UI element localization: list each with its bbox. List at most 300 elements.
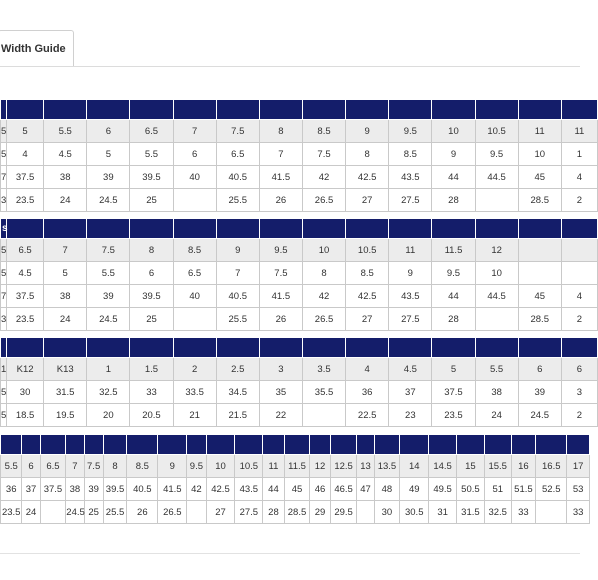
table-cell: 6.5: [40, 455, 66, 478]
header-cell: [216, 338, 259, 358]
table-cell: 8.5: [389, 143, 432, 166]
table-cell: 42.5: [206, 478, 235, 501]
table-cell: 39: [87, 285, 130, 308]
header-cell: [259, 100, 302, 120]
table-cell: 10: [302, 239, 345, 262]
table-cell: 33.5: [173, 381, 216, 404]
table-row: [1, 189, 598, 212]
table-cell: [536, 501, 567, 524]
table-cell: 42: [187, 478, 206, 501]
table-cell: 6.5: [7, 239, 44, 262]
header-cell: [457, 435, 485, 455]
table-cell: 43.5: [389, 166, 432, 189]
table-cell: 26: [259, 308, 302, 331]
table-cell: 33: [567, 501, 590, 524]
table-cell: 36: [346, 381, 389, 404]
table-cell: 44: [432, 285, 475, 308]
table-cell: 8: [130, 239, 173, 262]
table-cell: 7: [216, 262, 259, 285]
table-cell: 10.5: [475, 120, 518, 143]
table-cell: 40: [173, 285, 216, 308]
table-cell: 9.5: [187, 455, 206, 478]
header-cell: [567, 435, 590, 455]
table-cell: 5: [1, 143, 7, 166]
table-cell: 27: [346, 308, 389, 331]
table-cell: 26.5: [302, 308, 345, 331]
table-cell: 38: [66, 478, 84, 501]
table-cell: 28.5: [284, 501, 310, 524]
table-cell: 27.5: [389, 189, 432, 212]
header-cell: [346, 219, 389, 239]
header-cell: [511, 435, 536, 455]
table-cell: 30.5: [400, 501, 429, 524]
table-cell: 52.5: [536, 478, 567, 501]
header-cell: [432, 338, 475, 358]
header-cell: [173, 338, 216, 358]
table-cell: 6.5: [130, 120, 173, 143]
table-cell: 8: [302, 262, 345, 285]
table-cell: 39: [518, 381, 561, 404]
table-cell: 23.5: [432, 404, 475, 427]
table-cell: 7.5: [259, 262, 302, 285]
table-cell: 35.5: [302, 381, 345, 404]
table-cell: 16: [511, 455, 536, 478]
header-cell: [206, 435, 235, 455]
header-cell: [484, 435, 511, 455]
table-row: [1, 381, 598, 404]
table-cell: 25.5: [216, 308, 259, 331]
table-cell: 50.5: [457, 478, 485, 501]
header-cell: [357, 435, 374, 455]
header-cell: [389, 338, 432, 358]
header-cell: [374, 435, 400, 455]
table-cell: 6: [173, 143, 216, 166]
table-cell: 53: [567, 478, 590, 501]
table-cell: 8.5: [346, 262, 389, 285]
table-cell: 15.5: [484, 455, 511, 478]
header-cell: [536, 435, 567, 455]
header-cell: [87, 100, 130, 120]
table-cell: 7: [259, 143, 302, 166]
table-cell: 46: [310, 478, 330, 501]
table-cell: 27.5: [235, 501, 263, 524]
table-cell: 7: [1, 166, 7, 189]
table-cell: [475, 308, 518, 331]
header-cell: [400, 435, 429, 455]
table-cell: [561, 262, 597, 285]
table-cell: 28: [263, 501, 284, 524]
table-cell: 45: [284, 478, 310, 501]
size-table-2: [0, 218, 598, 331]
table-cell: 5.5: [44, 120, 87, 143]
table-cell: 8.5: [173, 239, 216, 262]
table-cell: 12: [310, 455, 330, 478]
table-header-row: [1, 435, 590, 455]
table-cell: 6: [561, 358, 597, 381]
header-cell: [22, 435, 40, 455]
table-cell: 4.5: [389, 358, 432, 381]
table-cell: 4.5: [44, 143, 87, 166]
table-cell: 7: [173, 120, 216, 143]
table-cell: 31.5: [457, 501, 485, 524]
header-cell: [518, 100, 561, 120]
table-cell: 24: [44, 189, 87, 212]
table-cell: 33: [511, 501, 536, 524]
table-cell: 49: [400, 478, 429, 501]
table-cell: 2: [561, 308, 597, 331]
table-cell: 7.5: [87, 239, 130, 262]
table-cell: 11: [389, 239, 432, 262]
table-cell: 12: [475, 239, 518, 262]
table-cell: 25: [130, 189, 173, 212]
table-cell: 9: [432, 143, 475, 166]
header-cell: [158, 435, 187, 455]
header-cell: [87, 338, 130, 358]
table-cell: [40, 501, 66, 524]
header-cell: [346, 100, 389, 120]
header-cell: [216, 219, 259, 239]
table-cell: 42: [302, 166, 345, 189]
header-cell: [87, 219, 130, 239]
header-cell: [302, 219, 345, 239]
header-cell: [103, 435, 127, 455]
table-cell: 22: [259, 404, 302, 427]
table-cell: 26: [259, 189, 302, 212]
header-cell: [44, 100, 87, 120]
header-cell: [561, 100, 597, 120]
table-row: [1, 501, 590, 524]
header-cell: [66, 435, 84, 455]
header-cell: [475, 338, 518, 358]
header-cell: [475, 100, 518, 120]
table-cell: 14.5: [429, 455, 457, 478]
table-cell: 14: [400, 455, 429, 478]
table-cell: K12: [7, 358, 44, 381]
table-cell: 47: [357, 478, 374, 501]
table-cell: 5: [1, 120, 7, 143]
table-cell: 18.5: [7, 404, 44, 427]
table-cell: 39.5: [103, 478, 127, 501]
table-cell: 9.5: [259, 239, 302, 262]
table-cell: 4: [561, 166, 597, 189]
table-cell: [475, 189, 518, 212]
table-body: [1, 435, 590, 524]
table-cell: 15: [457, 455, 485, 478]
table-cell: 5: [432, 358, 475, 381]
table-cell: 4: [346, 358, 389, 381]
header-cell: [475, 219, 518, 239]
table-row: [1, 120, 598, 143]
table-cell: 1: [1, 358, 7, 381]
table-header-row: [1, 338, 598, 358]
table-cell: 5: [1, 239, 7, 262]
table-cell: 42: [302, 285, 345, 308]
header-cell: [127, 435, 158, 455]
table-cell: 23.5: [7, 308, 44, 331]
table-cell: 7: [44, 239, 87, 262]
header-cell: [284, 435, 310, 455]
table-cell: [561, 239, 597, 262]
table-cell: 44.5: [475, 166, 518, 189]
table-cell: 19.5: [44, 404, 87, 427]
table-cell: 2: [173, 358, 216, 381]
header-cell: [432, 219, 475, 239]
table-cell: 36: [1, 478, 22, 501]
size-table-3: [0, 337, 598, 427]
table-cell: 37.5: [40, 478, 66, 501]
table-cell: 38: [475, 381, 518, 404]
table-cell: 42.5: [346, 285, 389, 308]
header-cell: [518, 338, 561, 358]
table-cell: 7: [1, 285, 7, 308]
table-cell: 10: [475, 262, 518, 285]
table-cell: 28.5: [518, 189, 561, 212]
table-cell: 5.5: [87, 262, 130, 285]
header-cell: [561, 338, 597, 358]
table-cell: 24.5: [66, 501, 84, 524]
table-cell: 9: [389, 262, 432, 285]
table-cell: 45: [518, 166, 561, 189]
table-cell: 1: [561, 143, 597, 166]
size-table-1: [0, 99, 598, 212]
table-cell: 49.5: [429, 478, 457, 501]
header-cell: [263, 435, 284, 455]
table-cell: 1: [87, 358, 130, 381]
table-cell: 6: [87, 120, 130, 143]
table-title: [1, 435, 22, 455]
table-row: [1, 143, 598, 166]
table-cell: 26: [127, 501, 158, 524]
table-cell: 25.5: [103, 501, 127, 524]
table-cell: 23: [389, 404, 432, 427]
table-cell: 10: [432, 120, 475, 143]
table-cell: 38: [44, 166, 87, 189]
table-body: [1, 338, 598, 427]
table-row: [1, 308, 598, 331]
table-cell: 31.5: [44, 381, 87, 404]
table-cell: 17: [567, 455, 590, 478]
table-cell: 39.5: [130, 285, 173, 308]
table-cell: 7.5: [84, 455, 103, 478]
table-cell: 21.5: [216, 404, 259, 427]
table-cell: 24.5: [518, 404, 561, 427]
table-cell: 26.5: [302, 189, 345, 212]
table-cell: 37.5: [7, 285, 44, 308]
table-cell: 32.5: [484, 501, 511, 524]
header-cell: [173, 100, 216, 120]
table-cell: 6: [22, 455, 40, 478]
table-cell: 25.5: [216, 189, 259, 212]
table-cell: 51: [484, 478, 511, 501]
header-cell: [130, 100, 173, 120]
table-cell: 11.5: [432, 239, 475, 262]
table-cell: 6.5: [216, 143, 259, 166]
table-cell: 9: [216, 239, 259, 262]
table-cell: 43.5: [389, 285, 432, 308]
table-cell: 3.5: [302, 358, 345, 381]
header-cell: [302, 338, 345, 358]
table-cell: 20: [87, 404, 130, 427]
tab-divider: [0, 66, 580, 67]
table-cell: 7.5: [216, 120, 259, 143]
table-cell: 6.5: [173, 262, 216, 285]
table-cell: 41.5: [259, 166, 302, 189]
table-cell: 24: [44, 308, 87, 331]
table-cell: 24.5: [87, 308, 130, 331]
bottom-divider: [0, 553, 580, 554]
table-cell: 27: [346, 189, 389, 212]
header-cell: [346, 338, 389, 358]
table-cell: 22.5: [346, 404, 389, 427]
table-cell: 11: [561, 120, 597, 143]
table-cell: 5.5: [475, 358, 518, 381]
table-row: [1, 478, 590, 501]
table-cell: 48: [374, 478, 400, 501]
header-cell: [432, 100, 475, 120]
header-cell: [7, 338, 44, 358]
table-row: [1, 455, 590, 478]
header-cell: [7, 219, 44, 239]
table-cell: 23.5: [1, 501, 22, 524]
table-cell: 31: [429, 501, 457, 524]
table-cell: 5: [1, 381, 7, 404]
table-cell: 32.5: [87, 381, 130, 404]
table-cell: 28: [432, 189, 475, 212]
table-cell: 38: [44, 285, 87, 308]
table-row: [1, 358, 598, 381]
table-cell: 11.5: [284, 455, 310, 478]
table-cell: 13.5: [374, 455, 400, 478]
table-cell: 4.5: [7, 262, 44, 285]
table-cell: 28.5: [518, 308, 561, 331]
header-cell: [235, 435, 263, 455]
header-cell: [40, 435, 66, 455]
header-cell: [44, 338, 87, 358]
table-cell: 39: [84, 478, 103, 501]
table-cell: 40.5: [216, 166, 259, 189]
table-row: [1, 404, 598, 427]
header-cell: [518, 219, 561, 239]
table-body: [1, 100, 598, 212]
table-cell: 40: [173, 166, 216, 189]
table-cell: 27.5: [389, 308, 432, 331]
table-cell: 9.5: [475, 143, 518, 166]
table-cell: 8.5: [127, 455, 158, 478]
table-cell: 9.5: [389, 120, 432, 143]
table-cell: 24: [22, 501, 40, 524]
table-cell: 41.5: [158, 478, 187, 501]
table-cell: 30: [7, 381, 44, 404]
table-cell: 42.5: [346, 166, 389, 189]
table-cell: 10.5: [346, 239, 389, 262]
header-cell: [389, 219, 432, 239]
table-cell: 3: [1, 189, 7, 212]
table-cell: 5: [87, 143, 130, 166]
table-cell: 35: [259, 381, 302, 404]
table-cell: 7: [66, 455, 84, 478]
table-cell: 3: [259, 358, 302, 381]
table-cell: 33: [130, 381, 173, 404]
table-cell: 27: [206, 501, 235, 524]
table-cell: [518, 262, 561, 285]
table-cell: 8: [346, 143, 389, 166]
table-cell: 2.5: [216, 358, 259, 381]
table-title: s: [1, 219, 7, 239]
header-cell: [84, 435, 103, 455]
table-cell: 25: [84, 501, 103, 524]
header-cell: [389, 100, 432, 120]
table-cell: [357, 501, 374, 524]
table-cell: 4: [561, 285, 597, 308]
table-cell: 3: [1, 308, 7, 331]
table-cell: 39.5: [130, 166, 173, 189]
table-cell: 43.5: [235, 478, 263, 501]
size-table-4: [0, 434, 590, 524]
table-cell: 11: [263, 455, 284, 478]
table-cell: 29.5: [330, 501, 357, 524]
table-header-row: [1, 219, 598, 239]
table-cell: 24: [475, 404, 518, 427]
table-cell: 3: [561, 381, 597, 404]
table-cell: 29: [310, 501, 330, 524]
table-cell: 13: [357, 455, 374, 478]
table-cell: 9: [346, 120, 389, 143]
table-cell: 40.5: [216, 285, 259, 308]
table-body: [1, 219, 598, 331]
table-cell: [173, 189, 216, 212]
table-cell: 26.5: [158, 501, 187, 524]
table-row: [1, 239, 598, 262]
table-cell: 39: [87, 166, 130, 189]
table-cell: 20.5: [130, 404, 173, 427]
table-header-row: [1, 100, 598, 120]
table-cell: 24.5: [87, 189, 130, 212]
table-cell: 37.5: [432, 381, 475, 404]
table-cell: 44: [263, 478, 284, 501]
table-cell: 23.5: [7, 189, 44, 212]
table-cell: 10: [206, 455, 235, 478]
header-cell: [259, 338, 302, 358]
table-cell: 44: [432, 166, 475, 189]
tab-width-guide[interactable]: Width Guide: [0, 30, 74, 66]
table-cell: 12.5: [330, 455, 357, 478]
table-cell: 25: [130, 308, 173, 331]
header-cell: [302, 100, 345, 120]
table-cell: 28: [432, 308, 475, 331]
table-cell: 5: [1, 404, 7, 427]
header-cell: [429, 435, 457, 455]
table-cell: [518, 239, 561, 262]
table-cell: 40.5: [127, 478, 158, 501]
table-cell: 6: [518, 358, 561, 381]
table-cell: 1.5: [130, 358, 173, 381]
table-cell: 41.5: [259, 285, 302, 308]
table-cell: 5.5: [1, 455, 22, 478]
table-cell: 11: [518, 120, 561, 143]
table-cell: [173, 308, 216, 331]
table-cell: 2: [561, 189, 597, 212]
table-cell: 8: [259, 120, 302, 143]
table-cell: 45: [518, 285, 561, 308]
table-cell: 8.5: [302, 120, 345, 143]
header-cell: [561, 219, 597, 239]
header-cell: [216, 100, 259, 120]
table-cell: 7.5: [302, 143, 345, 166]
table-cell: 37: [22, 478, 40, 501]
header-cell: [259, 219, 302, 239]
table-cell: 5: [44, 262, 87, 285]
table-cell: 6: [130, 262, 173, 285]
